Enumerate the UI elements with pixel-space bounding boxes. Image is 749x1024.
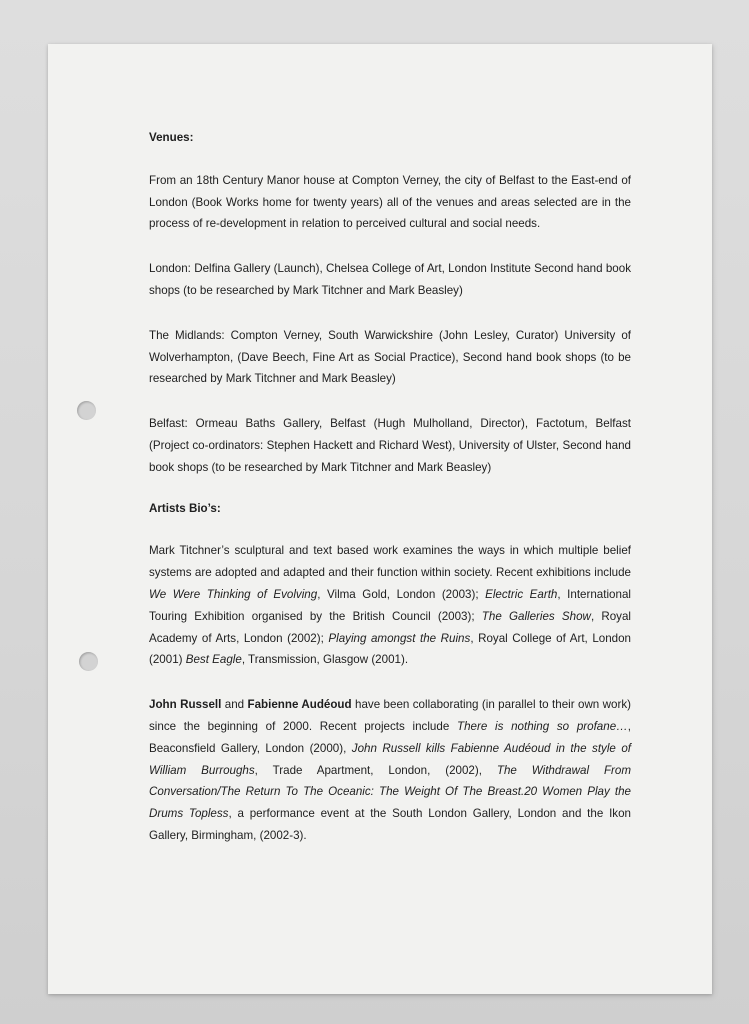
punch-hole [77,401,96,420]
exhibition-title: We Were Thinking of Evolving [149,587,318,601]
artist-name: John Russell [149,698,222,712]
artists-heading: Artists Bio’s: [149,501,221,515]
venues-midlands-paragraph: The Midlands: Compton Verney, South Warwickshire (John Lesley, Curator) University of Wolverhampton, (Dave Beech, Fine Art as Social Practice), Second hand book shops (to be researched by Mark Titchner and Mark Beasley) [149,328,631,386]
artist-name: Fabienne Audéoud [247,698,352,712]
project-title: There is nothing so profane… [457,719,628,733]
titchner-bio-paragraph: Mark Titchner’s sculptural and text based work examines the ways in which multiple belief systems are adopted and adapted and their function within society. Recent exhibitions include We Were Thinking of Evolving, Vilma Gold, London (2003); Electric Earth, International Touring Exhibition organised by the British Council (2003); The Galleries Show, Royal Academy of Arts, London (2002); Playing amongst the Ruins, Royal College of Art, London (2001) Best Eagle, Transmission, Glasgow (2001). [149,544,632,667]
exhibition-title: Best Eagle [185,653,242,667]
exhibition-title: The Galleries Show [481,609,591,623]
russell-audeoud-bio-paragraph: John Russell and Fabienne Audéoud have been collaborating (in parallel to their own work) since the beginning of 2000. Recent projects include There is nothing so profane…, Beaconsfield Gallery, London (2000), John Russell kills Fabienne Audéoud in the style of William Burroughs, Trade Apartment, London, (2002), The Withdrawal From Conversation/The Return To The Oceanic: The Weight Of The Breast.20 Women Play the Drums Topless, a performance event at the South London Gallery, London and the Ikon Gallery, Birmingham, (2002-3). [149,698,632,842]
document-body [149,127,631,847]
venues-heading: Venues: [149,131,194,144]
paper-sheet [48,44,712,994]
project-title: The Withdrawal From Conversation/The Return To The Oceanic: The Weight Of The Breast.20 Women Play the Drums Topless [149,763,631,821]
venues-intro-paragraph: From an 18th Century Manor house at Compton Verney, the city of Belfast to the East-end of London (Book Works home for twenty years) all of the venues and areas selected are in the process of re-development in relation to perceived cultural and social needs. [149,173,631,231]
exhibition-title: Electric Earth [485,587,558,601]
project-title: John Russell kills Fabienne Audéoud in the style of William Burroughs [149,741,631,777]
venues-london-paragraph: London: Delfina Gallery (Launch), Chelsea College of Art, London Institute Second hand book shops (to be researched by Mark Titchner and Mark Beasley) [149,262,631,297]
exhibition-title: Playing amongst the Ruins [328,631,471,645]
punch-hole [79,652,98,671]
venues-belfast-paragraph: Belfast: Ormeau Baths Gallery, Belfast (Hugh Mulholland, Director), Factotum, Belfast (Project co-ordinators: Stephen Hackett and Richard West), University of Ulster, Second hand book shops (to be researched by Mark Titchner and Mark Beasley) [149,417,631,474]
